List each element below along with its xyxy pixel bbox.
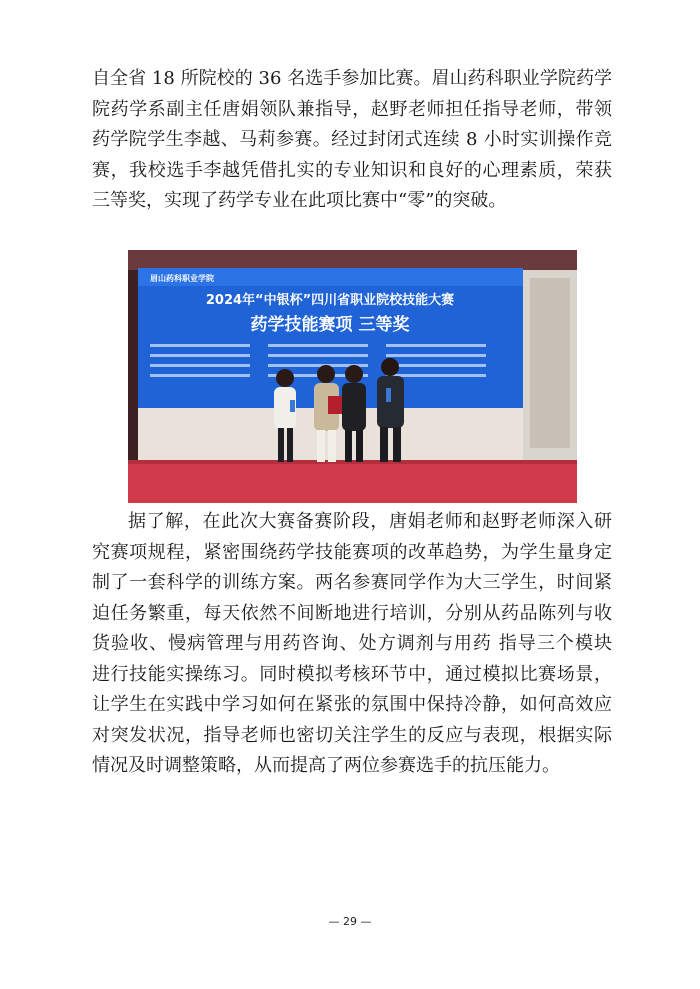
banner-logo-text: 眉山药科职业学院 <box>150 274 214 283</box>
banner-subtitle: 药学技能赛项 三等奖 <box>250 315 410 335</box>
paragraph-2 <box>92 507 612 782</box>
paragraph-1-line: 自全省 18 所院校的 36 名选手参加比赛。眉山药科职业学院药学 <box>92 68 612 89</box>
paragraph-1 <box>92 64 612 217</box>
paragraph-2-line: 制了一套科学的训练方案。两名参赛同学作为大三学生，时间紧 <box>92 572 612 593</box>
paragraph-1-line: 赛，我校选手李越凭借扎实的专业知识和良好的心理素质，荣获 <box>92 159 612 181</box>
paragraph-1-line: 三等奖，实现了药学专业在此项比赛中“零”的突破。 <box>92 190 507 211</box>
paragraph-2-line: 对突发状况，指导老师也密切关注学生的反应与表现，根据实际 <box>92 724 612 746</box>
paragraph-2-line: 究赛项规程，紧密围绕药学技能赛项的改革趋势，为学生量身定 <box>92 541 612 563</box>
paragraph-2-line: 让学生在实践中学习如何在紧张的氛围中保持冷静，如何高效应 <box>92 694 612 715</box>
paragraph-1-line: 院药学系副主任唐娟领队兼指导，赵野老师担任指导老师，带领 <box>92 98 612 120</box>
paragraph-2-line: 进行技能实操练习。同时模拟考核环节中，通过模拟比赛场景， <box>92 663 612 685</box>
banner-title: 2024年“中银杯”四川省职业院校技能大赛 <box>205 293 455 308</box>
page-number: — 29 — <box>328 915 372 928</box>
paragraph-1-line: 药学院学生李越、马莉参赛。经过封闭式连续 8 小时实训操作竞 <box>92 129 612 150</box>
paragraph-2-line: 迫任务繁重，每天依然不间断地进行培训，分别从药品陈列与收 <box>92 602 612 624</box>
paragraph-2-line: 情况及时调整策略，从而提高了两位参赛选手的抗压能力。 <box>92 755 560 776</box>
paragraph-2-line: 货验收、慢病管理与用药咨询、处方调剂与用药 指导三个模块 <box>92 633 612 654</box>
award-photo <box>128 250 577 503</box>
paragraph-2-line: 据了解，在此次大赛备赛阶段，唐娟老师和赵野老师深入研 <box>128 511 612 532</box>
